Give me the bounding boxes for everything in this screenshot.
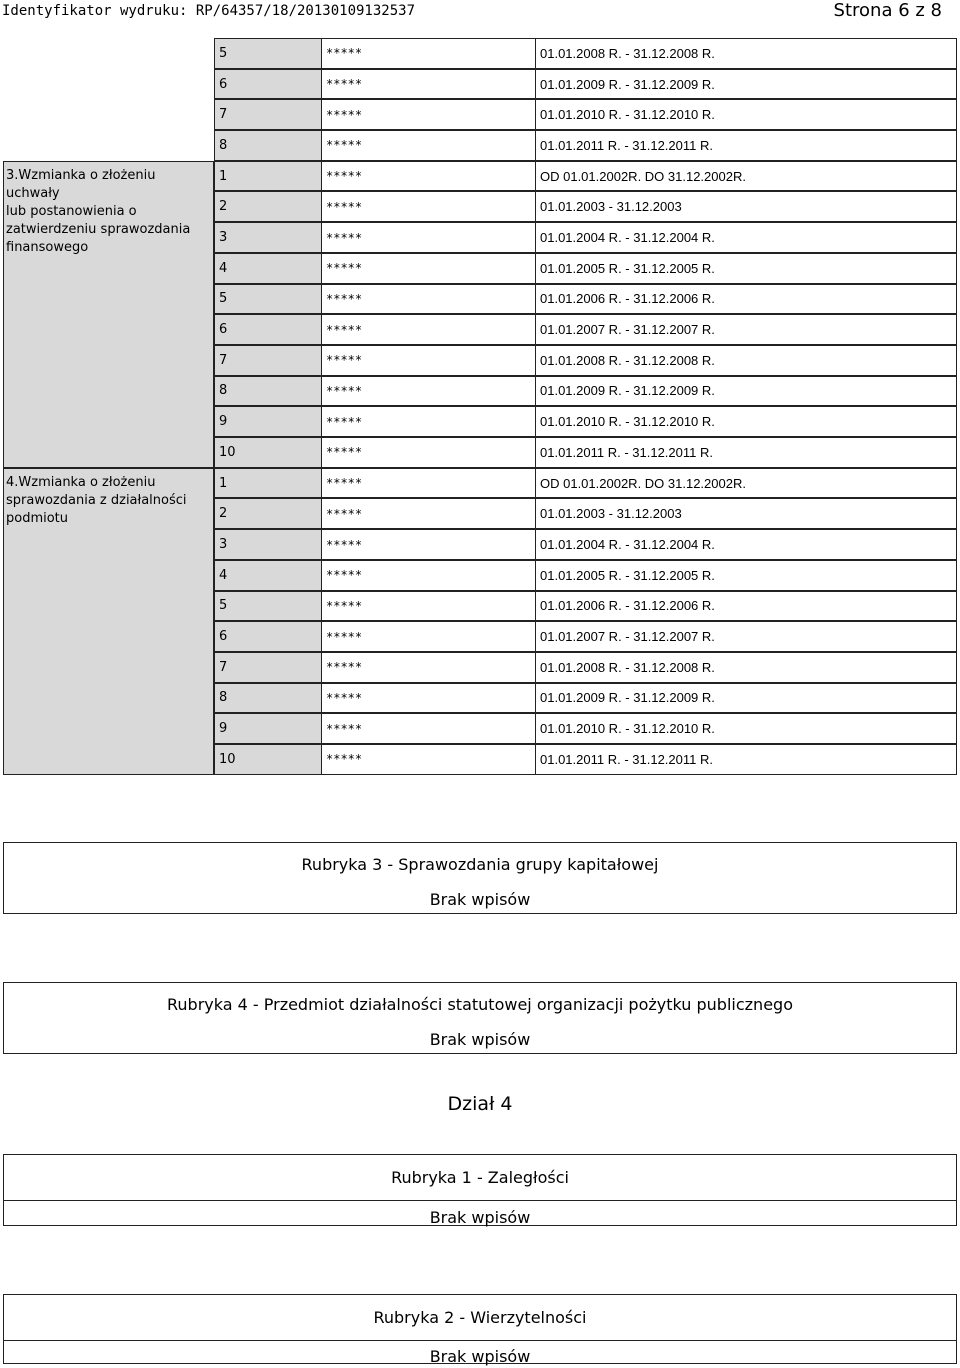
entry-number: 4: [214, 560, 322, 591]
entry-number: 8: [214, 130, 322, 161]
section-label-line: 3.Wzmianka o złożeniu uchwały: [6, 167, 156, 201]
entry-number: 6: [214, 69, 322, 100]
entry-number: 4: [214, 253, 322, 284]
entry-period: 01.01.2008 R. - 31.12.2008 R.: [535, 345, 957, 376]
table-row: [3, 406, 957, 437]
section-label-line: finansowego: [6, 239, 89, 255]
entry-period: 01.01.2009 R. - 31.12.2009 R.: [535, 376, 957, 407]
d4-rubryka2-title: Rubryka 2 - Wierzytelności: [4, 1295, 956, 1341]
table-row: [3, 529, 957, 560]
table-row: [3, 468, 957, 499]
section-label-line: podmiotu: [6, 510, 69, 526]
d4-rubryka1-empty: Brak wpisów: [429, 1207, 531, 1227]
entry-number: 1: [214, 161, 322, 192]
rubryka3-title: Rubryka 3 - Sprawozdania grupy kapitałowej: [301, 854, 659, 874]
entry-number: 2: [214, 498, 322, 529]
entry-period: 01.01.2011 R. - 31.12.2011 R.: [535, 744, 957, 775]
entry-period: OD 01.01.2002R. DO 31.12.2002R.: [535, 468, 957, 499]
rubryka4-empty: Brak wpisów: [429, 1029, 531, 1049]
entry-period: 01.01.2009 R. - 31.12.2009 R.: [535, 683, 957, 714]
rubryka4-box: [3, 982, 957, 1054]
entry-number: 5: [214, 591, 322, 622]
entry-value: *****: [321, 560, 535, 591]
entry-number: 5: [214, 38, 322, 69]
section-label-line: sprawozdania z działalności: [6, 492, 187, 508]
table-row: [3, 130, 957, 161]
table-row: [3, 683, 957, 714]
entry-value: *****: [321, 529, 535, 560]
table-row: [3, 713, 957, 744]
d4-rubryka1-box: [3, 1154, 957, 1226]
top-rows: [3, 38, 957, 161]
entry-period: 01.01.2010 R. - 31.12.2010 R.: [535, 99, 957, 130]
table-row: [3, 560, 957, 591]
entry-period: 01.01.2004 R. - 31.12.2004 R.: [535, 222, 957, 253]
d4-rubryka2-box: [3, 1294, 957, 1364]
table-row: [3, 69, 957, 100]
entry-number: 10: [214, 437, 322, 468]
entry-value: *****: [321, 191, 535, 222]
table-row: [3, 376, 957, 407]
entry-number: 2: [214, 191, 322, 222]
entry-value: *****: [321, 345, 535, 376]
entry-period: 01.01.2007 R. - 31.12.2007 R.: [535, 621, 957, 652]
entry-value: *****: [321, 591, 535, 622]
entry-value: *****: [321, 652, 535, 683]
entry-value: *****: [321, 314, 535, 345]
table-row: [3, 591, 957, 622]
table-row: [3, 744, 957, 775]
entry-period: 01.01.2005 R. - 31.12.2005 R.: [535, 560, 957, 591]
table-row: [3, 437, 957, 468]
entry-period: 01.01.2008 R. - 31.12.2008 R.: [535, 38, 957, 69]
table-row: [3, 38, 957, 69]
entry-value: *****: [321, 69, 535, 100]
entry-value: *****: [321, 38, 535, 69]
table-row: [3, 621, 957, 652]
rubryka4-title: Rubryka 4 - Przedmiot działalności statutowej organizacji pożytku publicznego: [167, 994, 793, 1014]
section4-rows: [3, 468, 957, 775]
entry-number: 7: [214, 345, 322, 376]
entry-number: 3: [214, 222, 322, 253]
table-row: [3, 253, 957, 284]
entry-period: 01.01.2003 - 31.12.2003: [535, 498, 957, 529]
page-number: Strona 6 z 8: [833, 0, 942, 21]
entry-number: 6: [214, 621, 322, 652]
entry-value: *****: [321, 222, 535, 253]
entry-value: *****: [321, 621, 535, 652]
entry-period: 01.01.2011 R. - 31.12.2011 R.: [535, 437, 957, 468]
entry-number: 7: [214, 99, 322, 130]
entry-value: *****: [321, 99, 535, 130]
entry-period: 01.01.2009 R. - 31.12.2009 R.: [535, 69, 957, 100]
entry-number: 3: [214, 529, 322, 560]
entry-number: 1: [214, 468, 322, 499]
entry-period: 01.01.2005 R. - 31.12.2005 R.: [535, 253, 957, 284]
entry-number: 9: [214, 713, 322, 744]
section-label-line: lub postanowienia o: [6, 203, 137, 219]
entry-value: *****: [321, 284, 535, 315]
entry-number: 9: [214, 406, 322, 437]
table-row: [3, 498, 957, 529]
entry-value: *****: [321, 406, 535, 437]
entry-number: 10: [214, 744, 322, 775]
entry-value: *****: [321, 130, 535, 161]
d4-rubryka1-title: Rubryka 1 - Zaległości: [4, 1155, 956, 1201]
entry-number: 5: [214, 284, 322, 315]
entry-period: 01.01.2008 R. - 31.12.2008 R.: [535, 652, 957, 683]
entry-period: 01.01.2010 R. - 31.12.2010 R.: [535, 713, 957, 744]
entry-period: 01.01.2004 R. - 31.12.2004 R.: [535, 529, 957, 560]
dzial-heading: Dział 4: [447, 1093, 513, 1115]
table-row: [3, 191, 957, 222]
table-row: [3, 99, 957, 130]
entry-value: *****: [321, 376, 535, 407]
entry-number: 8: [214, 683, 322, 714]
entry-number: 6: [214, 314, 322, 345]
print-identifier: Identyfikator wydruku: RP/64357/18/20130109132537: [2, 3, 416, 19]
entry-period: 01.01.2007 R. - 31.12.2007 R.: [535, 314, 957, 345]
entry-value: *****: [321, 253, 535, 284]
table-row: [3, 314, 957, 345]
entry-period: 01.01.2006 R. - 31.12.2006 R.: [535, 284, 957, 315]
table-row: [3, 161, 957, 192]
rubryka3-box: [3, 842, 957, 914]
entry-number: 8: [214, 376, 322, 407]
section3-rows: [3, 161, 957, 468]
table-row: [3, 284, 957, 315]
table-row: [3, 222, 957, 253]
entry-value: *****: [321, 468, 535, 499]
entry-period: 01.01.2011 R. - 31.12.2011 R.: [535, 130, 957, 161]
table-row: [3, 652, 957, 683]
d4-rubryka2-empty: Brak wpisów: [429, 1346, 531, 1366]
entry-period: 01.01.2010 R. - 31.12.2010 R.: [535, 406, 957, 437]
section-label-line: zatwierdzeniu sprawozdania: [6, 221, 191, 237]
entry-period: 01.01.2003 - 31.12.2003: [535, 191, 957, 222]
entry-value: *****: [321, 161, 535, 192]
rubryka3-empty: Brak wpisów: [429, 889, 531, 909]
entry-value: *****: [321, 498, 535, 529]
entry-value: *****: [321, 437, 535, 468]
entry-period: OD 01.01.2002R. DO 31.12.2002R.: [535, 161, 957, 192]
entry-value: *****: [321, 713, 535, 744]
entry-number: 7: [214, 652, 322, 683]
entry-period: 01.01.2006 R. - 31.12.2006 R.: [535, 591, 957, 622]
table-row: [3, 345, 957, 376]
section-label-line: 4.Wzmianka o złożeniu: [6, 474, 156, 490]
entry-value: *****: [321, 683, 535, 714]
entry-value: *****: [321, 744, 535, 775]
